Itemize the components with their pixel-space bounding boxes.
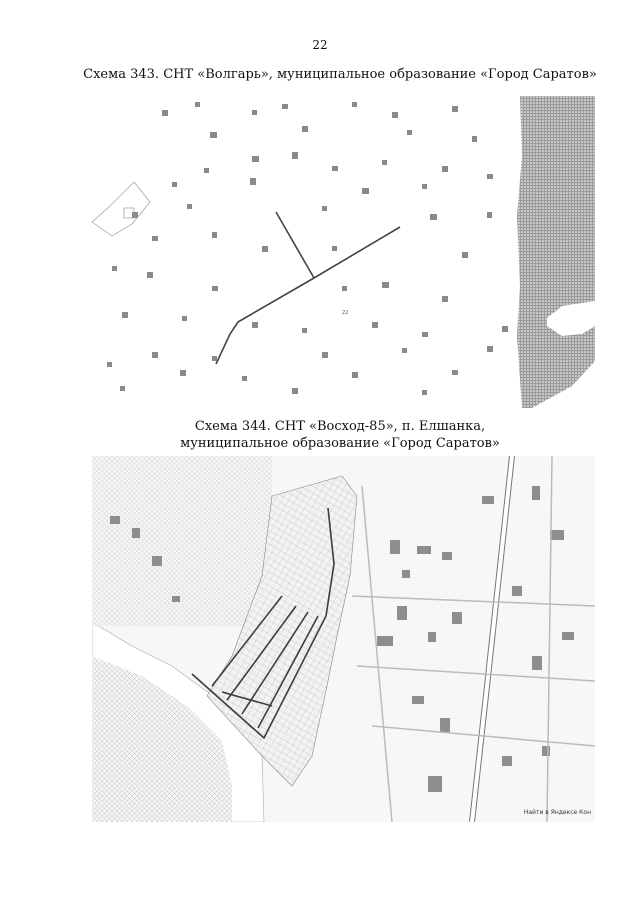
page-number: 22: [312, 38, 328, 52]
scheme-344-caption: [60, 418, 620, 452]
left-block: [92, 456, 272, 626]
scheme-344-map: [92, 456, 595, 822]
scheme-344-map-drawing: [92, 456, 595, 822]
buildings: [107, 102, 508, 395]
scheme-343-caption: Схема 343. СНТ «Волгарь», муниципальное образование «Город Саратов»: [83, 67, 597, 82]
outline-shapes: [92, 182, 150, 236]
scheme-344-caption-line-2: муниципальное образование «Город Саратов»: [180, 436, 500, 451]
hatched-area: [517, 96, 595, 408]
yandex-attribution: Найти в Яндексе Кон: [523, 809, 591, 816]
scheme-344-caption-line-1: Схема 344. СНТ «Восход-85», п. Елшанка,: [194, 419, 486, 434]
scheme-343-map-drawing: [92, 96, 595, 408]
plot-label: 22: [342, 310, 349, 316]
scheme-343-map: [92, 96, 595, 408]
route-lines: [216, 212, 400, 364]
